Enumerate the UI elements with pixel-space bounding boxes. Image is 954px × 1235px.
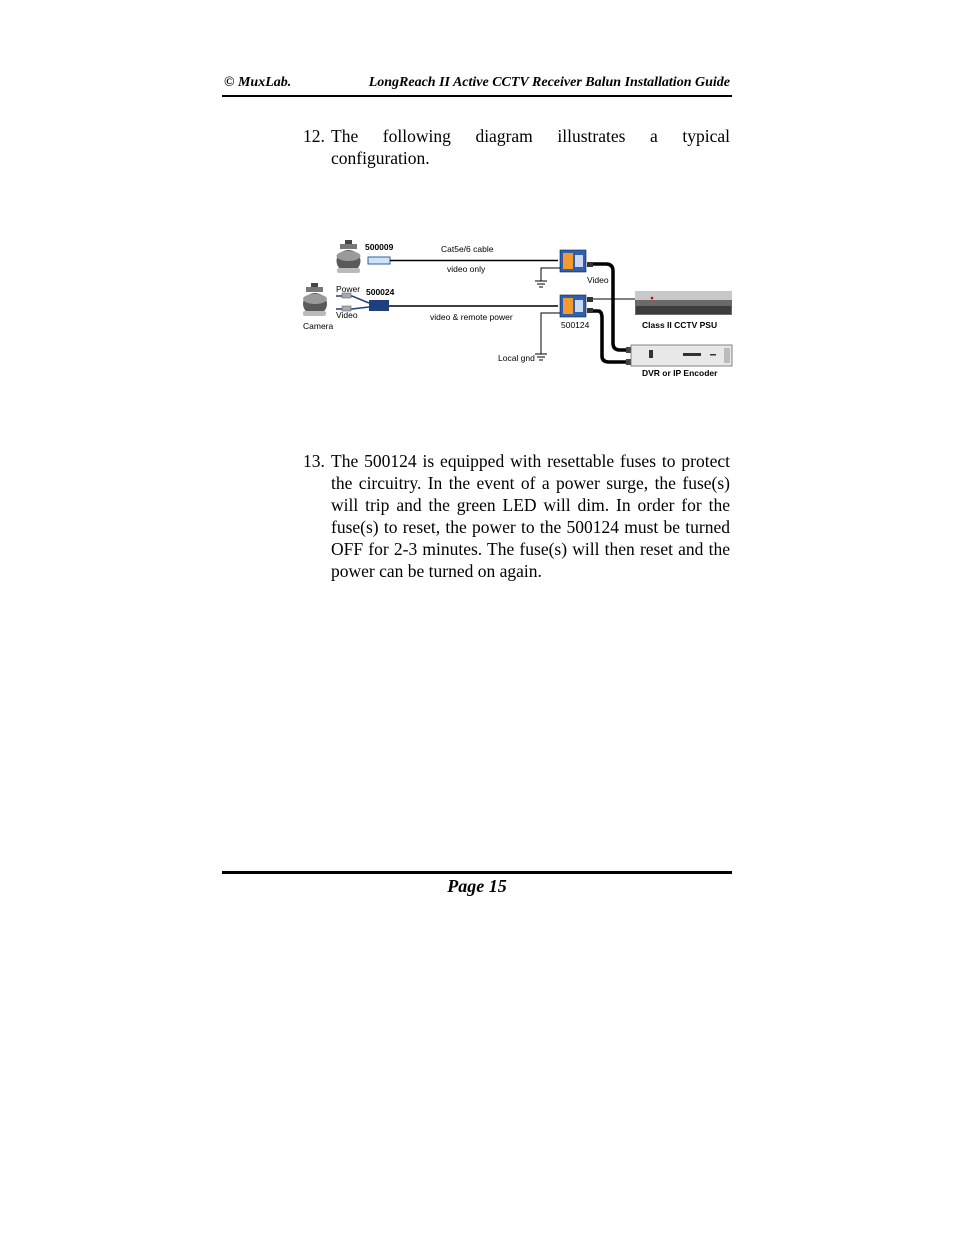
receiver-video — [560, 250, 593, 272]
header-title: LongReach II Active CCTV Receiver Balun Installation Guide — [368, 75, 730, 90]
ground-symbol-local — [535, 313, 560, 360]
label-video-only: video only — [447, 264, 486, 274]
balun-500024 — [369, 300, 389, 311]
item-number: 12. — [303, 126, 325, 146]
label-cable: Cat5e/6 cable — [441, 244, 494, 254]
configuration-diagram — [298, 232, 738, 382]
label-500009: 500009 — [365, 242, 394, 252]
list-item — [303, 125, 730, 169]
page-number: Page 15 — [447, 876, 507, 896]
balun-500009 — [368, 257, 390, 264]
label-camera: Camera — [303, 321, 334, 331]
label-500124: 500124 — [561, 320, 590, 330]
list-item — [303, 450, 730, 582]
item-text: The following diagram illustrates a typical configuration. — [331, 126, 730, 168]
dome-camera-top — [337, 240, 361, 273]
page-header — [222, 75, 732, 97]
psu-unit — [635, 291, 732, 315]
label-video-input: Video — [336, 310, 358, 320]
label-500024: 500024 — [366, 287, 395, 297]
item-text: The 500124 is equipped with resettable fuses to protect the circuitry. In the event of a power surge, the fuse(s) will trip and the green LED will dim. In order for the fuse(s) to reset, the power to the 500124 must be turned OFF for 2-3 minutes. The fuse(s) will then reset and the power can be turned on again. — [331, 451, 730, 581]
footer-rule — [222, 871, 732, 874]
label-video-output: Video — [587, 275, 609, 285]
label-video-remote-power: video & remote power — [430, 312, 513, 322]
label-local-gnd: Local gnd — [498, 353, 535, 363]
ground-symbol-top — [535, 268, 560, 287]
label-power: Power — [336, 284, 361, 294]
receiver-500124 — [560, 295, 593, 317]
dvr-unit — [631, 345, 732, 366]
label-dvr: DVR or IP Encoder — [642, 368, 718, 378]
header-copyright: © MuxLab. — [224, 75, 292, 90]
item-number: 13. — [303, 451, 325, 471]
label-psu: Class II CCTV PSU — [642, 320, 718, 330]
dome-camera-bottom — [303, 283, 327, 316]
